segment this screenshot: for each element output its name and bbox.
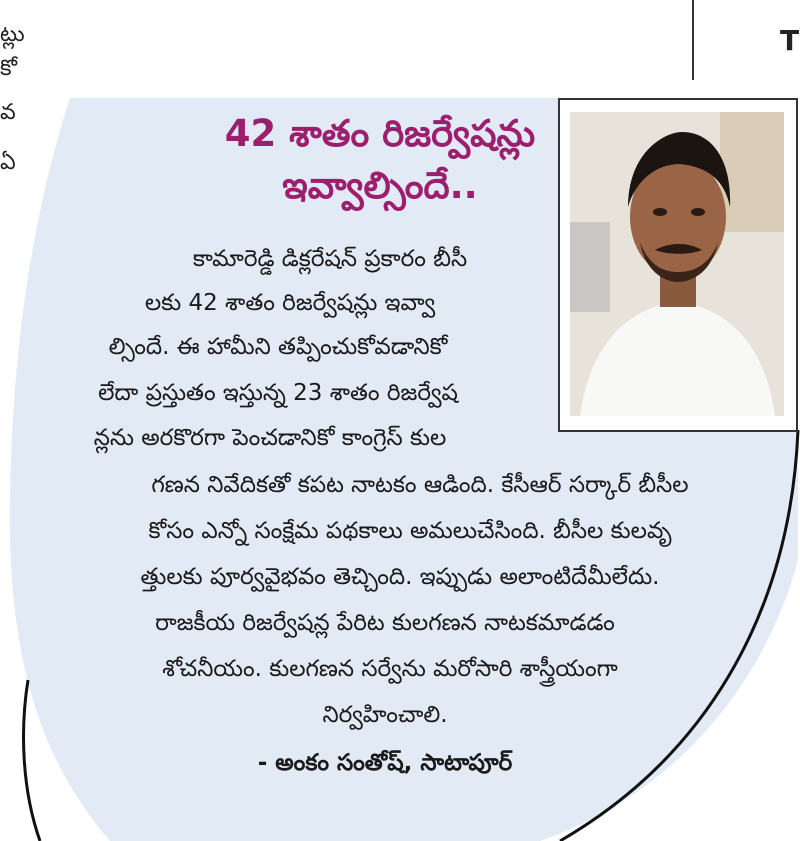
body-line-5: న్లను అరకొరగా పెంచడానికో కాంగ్రెస్ కుల: [93, 425, 447, 451]
body-line-1: కామారెడ్డి డిక్లరేషన్ ప్రకారం బీసీ: [192, 246, 468, 272]
author-signature: - అంకం సంతోష్, సాటాపూర్: [257, 750, 513, 776]
body-line-8: త్తులకు పూర్వవైభవం తెచ్చింది. ఇప్పుడు అలాంటిదేమీలేదు.: [140, 564, 660, 590]
body-line-4: లేదా ప్రస్తుతం ఇస్తున్న 23 శాతం రిజర్వేష: [98, 380, 458, 406]
left-fragment-1: ట్లు: [0, 22, 25, 47]
body-line-7: కోసం ఎన్నో సంక్షేమ పథకాలు అమలుచేసింది. బీసీల కులవృ: [148, 518, 672, 544]
body-line-3: ల్సిందే. ఈ హామీని తప్పించుకోవడానికో: [108, 334, 448, 360]
body-line-6: గణన నివేదికతో కపట నాటకం ఆడింది. కేసీఆర్ సర్కార్ బీసీల: [151, 472, 689, 498]
left-fragment-2: కో: [0, 56, 17, 81]
left-fragment-3: వ: [0, 100, 16, 125]
left-fragment-4: ఏ: [0, 150, 16, 175]
body-line-11: నిర్వహించాలి.: [322, 702, 448, 728]
right-fragment: T: [780, 24, 800, 57]
body-line-9: రాజకీయ రిజర్వేషన్ల పేరిట కులగణన నాటకమాడడం: [155, 610, 615, 636]
article-heading-line-2: ఇవ్వాల్సిందే..: [282, 164, 478, 207]
body-line-2: లకు 42 శాతం రిజర్వేషన్లు ఇవ్వా: [144, 290, 436, 316]
article-heading-line-1: 42 శాతం రిజర్వేషన్లు: [224, 112, 536, 155]
body-line-10: శోచనీయం. కులగణన సర్వేను మరోసారి శాస్త్రీయంగా: [162, 656, 618, 682]
